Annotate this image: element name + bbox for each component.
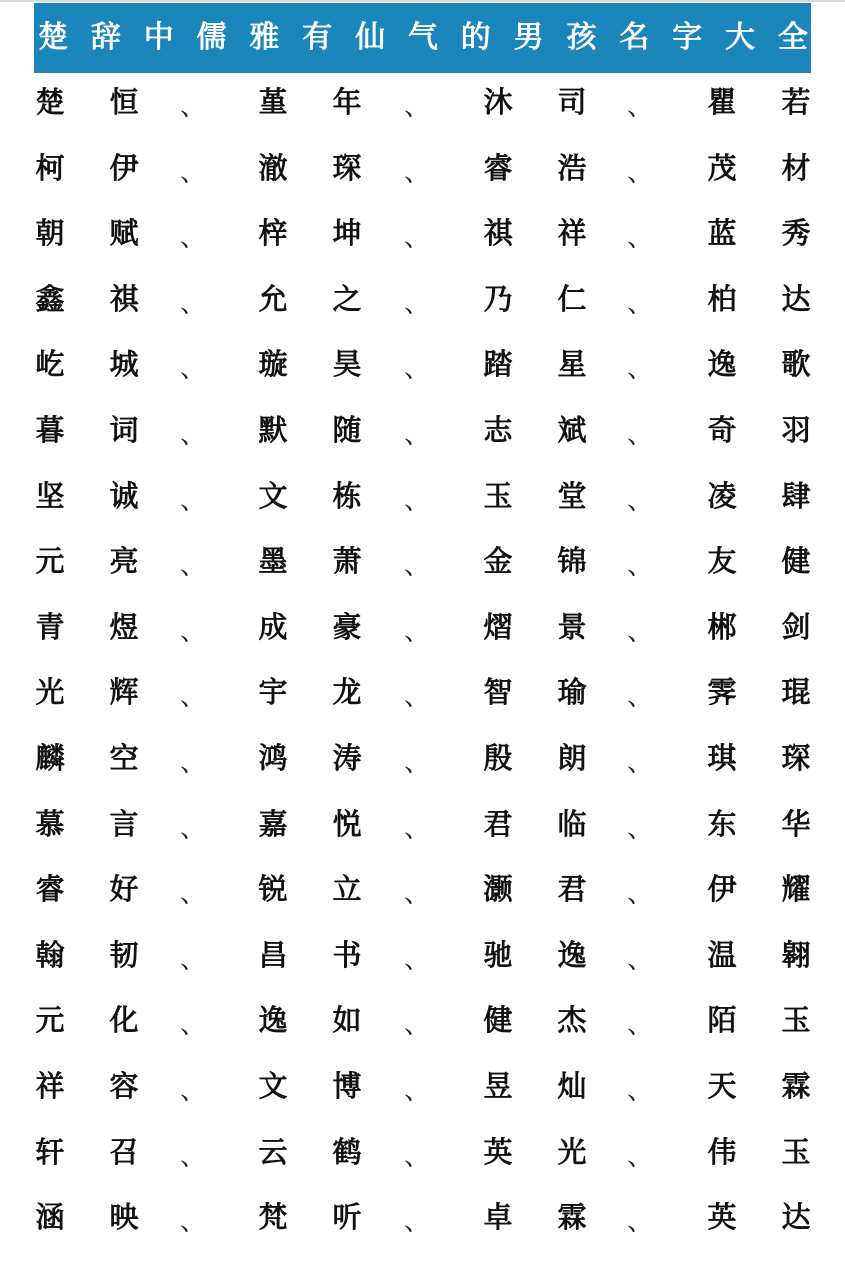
name-separator: 、 xyxy=(404,223,431,254)
name-character: 临 xyxy=(557,806,587,841)
name-character: 志 xyxy=(483,412,513,447)
name-character: 陌 xyxy=(707,1003,737,1038)
name-character: 琛 xyxy=(332,150,362,185)
name-character: 金 xyxy=(483,544,513,579)
name-separator: 、 xyxy=(627,288,654,319)
name-character: 梵 xyxy=(258,1200,288,1235)
title-character: 有 xyxy=(302,20,333,55)
name-separator: 、 xyxy=(180,288,207,319)
name-separator: 、 xyxy=(404,879,431,910)
name-character: 默 xyxy=(258,412,288,447)
name-list xyxy=(0,72,845,1253)
name-separator: 、 xyxy=(180,682,207,713)
name-character: 祺 xyxy=(483,216,513,251)
title-character: 仙 xyxy=(355,20,386,55)
name-separator: 、 xyxy=(180,92,207,122)
name-character: 蓝 xyxy=(707,216,737,251)
name-character: 元 xyxy=(35,1003,65,1038)
name-character: 韧 xyxy=(109,937,139,972)
name-separator: 、 xyxy=(404,616,431,647)
name-character: 宇 xyxy=(258,675,288,710)
name-character: 踏 xyxy=(483,347,513,382)
name-character: 随 xyxy=(332,412,362,447)
name-character: 昌 xyxy=(258,937,288,972)
name-character: 瑜 xyxy=(557,675,587,710)
name-character: 祥 xyxy=(35,1068,65,1103)
name-separator: 、 xyxy=(180,944,207,975)
name-character: 霖 xyxy=(557,1200,587,1235)
name-character: 瞿 xyxy=(707,85,737,119)
name-separator: 、 xyxy=(627,223,654,254)
name-character: 健 xyxy=(483,1003,513,1038)
name-character: 涛 xyxy=(332,740,362,775)
name-character: 龙 xyxy=(332,675,362,710)
name-character: 朝 xyxy=(35,216,65,251)
name-character: 涵 xyxy=(35,1200,65,1235)
name-separator: 、 xyxy=(180,1141,207,1172)
name-character: 豪 xyxy=(332,609,362,644)
name-row xyxy=(0,990,845,1056)
title-character: 雅 xyxy=(249,20,280,55)
name-character: 羽 xyxy=(781,412,811,447)
title-character: 辞 xyxy=(90,20,121,55)
name-character: 伟 xyxy=(707,1134,737,1169)
name-character: 听 xyxy=(332,1200,362,1235)
name-separator: 、 xyxy=(180,223,207,254)
name-character: 坤 xyxy=(332,216,362,251)
name-separator: 、 xyxy=(404,1207,431,1238)
name-separator: 、 xyxy=(404,419,431,450)
name-character: 材 xyxy=(781,150,811,185)
name-row xyxy=(0,1187,845,1253)
name-character: 光 xyxy=(35,675,65,710)
name-row xyxy=(0,662,845,728)
name-character: 好 xyxy=(109,872,139,907)
name-row xyxy=(0,1122,845,1188)
name-character: 亮 xyxy=(109,544,139,579)
name-separator: 、 xyxy=(180,157,207,188)
name-character: 伊 xyxy=(109,150,139,185)
name-separator: 、 xyxy=(627,747,654,778)
name-character: 景 xyxy=(557,609,587,644)
name-character: 达 xyxy=(781,1200,811,1235)
name-character: 温 xyxy=(707,937,737,972)
name-character: 萧 xyxy=(332,544,362,579)
name-separator: 、 xyxy=(180,879,207,910)
name-character: 梓 xyxy=(258,216,288,251)
name-separator: 、 xyxy=(627,616,654,647)
name-character: 华 xyxy=(781,806,811,841)
name-character: 暮 xyxy=(35,412,65,447)
title-character: 全 xyxy=(777,20,808,55)
name-character: 凌 xyxy=(707,478,737,513)
name-character: 玉 xyxy=(781,1134,811,1169)
name-character: 琨 xyxy=(781,675,811,710)
title-character: 孩 xyxy=(566,20,597,55)
name-character: 词 xyxy=(109,412,139,447)
name-character: 柯 xyxy=(35,150,65,185)
name-character: 云 xyxy=(258,1134,288,1169)
name-character: 肆 xyxy=(781,478,811,513)
name-character: 歌 xyxy=(781,347,811,382)
name-character: 博 xyxy=(332,1068,362,1103)
name-separator: 、 xyxy=(404,354,431,385)
name-row xyxy=(0,269,845,335)
name-character: 年 xyxy=(332,85,362,119)
name-character: 杰 xyxy=(557,1003,587,1038)
name-character: 东 xyxy=(707,806,737,841)
name-character: 恒 xyxy=(109,85,139,119)
name-character: 斌 xyxy=(557,412,587,447)
name-character: 茂 xyxy=(707,150,737,185)
title-character: 的 xyxy=(460,20,491,55)
name-row xyxy=(0,138,845,204)
name-row xyxy=(0,203,845,269)
name-character: 屹 xyxy=(35,347,65,382)
name-character: 召 xyxy=(109,1134,139,1169)
name-row xyxy=(0,728,845,794)
name-row xyxy=(0,1056,845,1122)
name-character: 浩 xyxy=(557,150,587,185)
name-character: 耀 xyxy=(781,872,811,907)
name-separator: 、 xyxy=(627,354,654,385)
name-character: 君 xyxy=(557,872,587,907)
name-character: 楚 xyxy=(35,85,65,119)
name-character: 秀 xyxy=(781,216,811,251)
name-character: 伊 xyxy=(707,872,737,907)
name-character: 若 xyxy=(781,85,811,119)
name-character: 沐 xyxy=(483,85,513,119)
name-separator: 、 xyxy=(180,616,207,647)
name-separator: 、 xyxy=(627,157,654,188)
name-character: 逸 xyxy=(707,347,737,382)
name-character: 玉 xyxy=(781,1003,811,1038)
name-character: 霖 xyxy=(781,1068,811,1103)
name-character: 琛 xyxy=(781,740,811,775)
name-separator: 、 xyxy=(627,92,654,122)
name-character: 灿 xyxy=(557,1068,587,1103)
name-row xyxy=(0,466,845,532)
name-row xyxy=(0,531,845,597)
name-character: 城 xyxy=(109,347,139,382)
name-character: 诚 xyxy=(109,478,139,513)
name-separator: 、 xyxy=(627,1207,654,1238)
name-character: 慕 xyxy=(35,806,65,841)
name-separator: 、 xyxy=(404,682,431,713)
name-character: 殷 xyxy=(483,740,513,775)
name-separator: 、 xyxy=(627,1010,654,1041)
name-character: 霁 xyxy=(707,675,737,710)
name-separator: 、 xyxy=(180,419,207,450)
name-character: 文 xyxy=(258,1068,288,1103)
name-character: 堇 xyxy=(258,85,288,119)
name-character: 青 xyxy=(35,609,65,644)
name-separator: 、 xyxy=(404,1010,431,1041)
name-character: 祺 xyxy=(109,281,139,316)
name-character: 言 xyxy=(109,806,139,841)
name-separator: 、 xyxy=(404,747,431,778)
name-character: 睿 xyxy=(483,150,513,185)
title-character: 气 xyxy=(407,20,438,55)
name-separator: 、 xyxy=(404,813,431,844)
name-character: 英 xyxy=(483,1134,513,1169)
name-character: 璇 xyxy=(258,347,288,382)
name-character: 琪 xyxy=(707,740,737,775)
name-row xyxy=(0,925,845,991)
top-rule xyxy=(0,0,845,2)
name-separator: 、 xyxy=(404,485,431,516)
name-character: 驰 xyxy=(483,937,513,972)
name-separator: 、 xyxy=(627,813,654,844)
name-character: 熠 xyxy=(483,609,513,644)
name-character: 允 xyxy=(258,281,288,316)
name-row xyxy=(0,794,845,860)
name-character: 立 xyxy=(332,872,362,907)
name-character: 卓 xyxy=(483,1200,513,1235)
name-separator: 、 xyxy=(404,1141,431,1172)
name-character: 祥 xyxy=(557,216,587,251)
name-character: 君 xyxy=(483,806,513,841)
name-character: 轩 xyxy=(35,1134,65,1169)
name-character: 映 xyxy=(109,1200,139,1235)
name-character: 坚 xyxy=(35,478,65,513)
title-character: 楚 xyxy=(38,20,68,55)
name-character: 容 xyxy=(109,1068,139,1103)
title-character: 儒 xyxy=(196,20,227,55)
name-character: 翱 xyxy=(781,937,811,972)
title-character: 中 xyxy=(143,20,174,55)
name-character: 光 xyxy=(557,1134,587,1169)
name-character: 逸 xyxy=(258,1003,288,1038)
name-character: 悦 xyxy=(332,806,362,841)
name-character: 灏 xyxy=(483,872,513,907)
name-character: 赋 xyxy=(109,216,139,251)
name-character: 鑫 xyxy=(35,281,65,316)
title-character: 男 xyxy=(513,20,544,55)
name-separator: 、 xyxy=(627,1075,654,1106)
name-character: 澈 xyxy=(258,150,288,185)
name-character: 朗 xyxy=(557,740,587,775)
name-separator: 、 xyxy=(627,419,654,450)
name-character: 鹤 xyxy=(332,1134,362,1169)
name-character: 奇 xyxy=(707,412,737,447)
name-character: 鸿 xyxy=(258,740,288,775)
name-separator: 、 xyxy=(404,551,431,582)
name-character: 友 xyxy=(707,544,737,579)
name-character: 柏 xyxy=(707,281,737,316)
name-separator: 、 xyxy=(627,485,654,516)
name-separator: 、 xyxy=(627,879,654,910)
name-row xyxy=(0,859,845,925)
name-character: 逸 xyxy=(557,937,587,972)
name-character: 智 xyxy=(483,675,513,710)
name-character: 煜 xyxy=(109,609,139,644)
name-character: 墨 xyxy=(258,544,288,579)
name-character: 剑 xyxy=(781,609,811,644)
name-character: 健 xyxy=(781,544,811,579)
name-character: 天 xyxy=(707,1068,737,1103)
name-separator: 、 xyxy=(180,1075,207,1106)
name-separator: 、 xyxy=(404,157,431,188)
name-character: 之 xyxy=(332,281,362,316)
title-banner xyxy=(34,3,811,73)
name-row xyxy=(0,400,845,466)
name-row xyxy=(0,72,845,138)
name-character: 书 xyxy=(332,937,362,972)
name-separator: 、 xyxy=(180,1010,207,1041)
name-character: 昱 xyxy=(483,1068,513,1103)
title-character: 大 xyxy=(724,20,755,55)
name-separator: 、 xyxy=(404,288,431,319)
name-separator: 、 xyxy=(627,682,654,713)
title-character: 名 xyxy=(619,20,650,55)
name-character: 乃 xyxy=(483,281,513,316)
name-separator: 、 xyxy=(180,485,207,516)
name-separator: 、 xyxy=(180,1207,207,1238)
name-character: 锐 xyxy=(258,872,288,907)
name-character: 栋 xyxy=(332,478,362,513)
name-character: 如 xyxy=(332,1003,362,1038)
name-character: 英 xyxy=(707,1200,737,1235)
name-character: 翰 xyxy=(35,937,65,972)
name-separator: 、 xyxy=(180,813,207,844)
name-separator: 、 xyxy=(404,92,431,122)
name-character: 嘉 xyxy=(258,806,288,841)
name-separator: 、 xyxy=(404,1075,431,1106)
name-separator: 、 xyxy=(627,551,654,582)
name-character: 空 xyxy=(109,740,139,775)
name-character: 锦 xyxy=(557,544,587,579)
name-character: 睿 xyxy=(35,872,65,907)
name-character: 仁 xyxy=(557,281,587,316)
name-separator: 、 xyxy=(627,944,654,975)
name-separator: 、 xyxy=(180,551,207,582)
name-character: 文 xyxy=(258,478,288,513)
name-character: 麟 xyxy=(35,740,65,775)
name-separator: 、 xyxy=(404,944,431,975)
name-character: 化 xyxy=(109,1003,139,1038)
name-character: 堂 xyxy=(557,478,587,513)
name-separator: 、 xyxy=(180,354,207,385)
name-character: 玉 xyxy=(483,478,513,513)
name-separator: 、 xyxy=(627,1141,654,1172)
name-separator: 、 xyxy=(180,747,207,778)
name-character: 辉 xyxy=(109,675,139,710)
name-character: 司 xyxy=(557,85,587,119)
name-character: 星 xyxy=(557,347,587,382)
title-character: 字 xyxy=(672,20,703,55)
name-character: 元 xyxy=(35,544,65,579)
name-character: 达 xyxy=(781,281,811,316)
name-character: 郴 xyxy=(707,609,737,644)
name-character: 成 xyxy=(258,609,288,644)
name-character: 昊 xyxy=(332,347,362,382)
name-row xyxy=(0,334,845,400)
name-row xyxy=(0,597,845,663)
